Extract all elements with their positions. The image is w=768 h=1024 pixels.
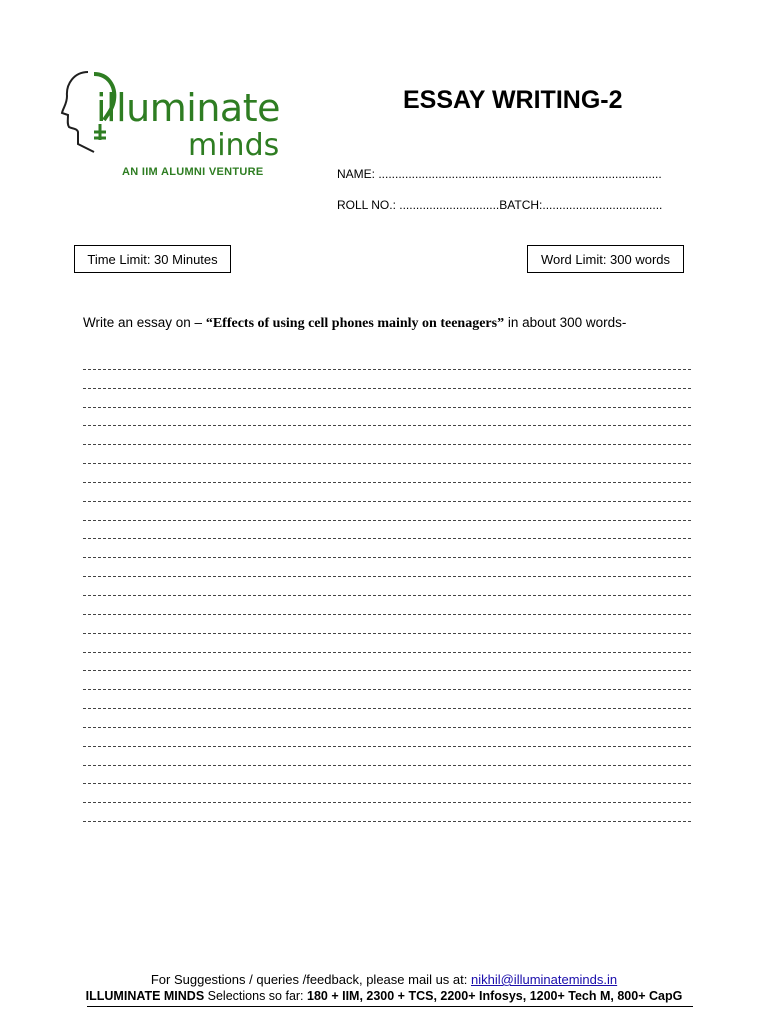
- time-limit-box: [74, 245, 231, 273]
- roll-batch-field[interactable]: ROLL NO.: ..............................BATCH:....................................: [337, 198, 663, 212]
- answer-line[interactable]: [83, 653, 691, 672]
- name-field[interactable]: NAME: .....................................................................................: [337, 167, 662, 181]
- prompt-outro: in about 300 words-: [504, 315, 627, 330]
- footer-selections-label: Selections so far:: [204, 989, 307, 1003]
- answer-line[interactable]: [83, 558, 691, 577]
- email-link[interactable]: nikhil@illuminateminds.in: [470, 972, 618, 987]
- time-limit-label: Time Limit: 30 Minutes: [87, 251, 218, 267]
- answer-line[interactable]: [83, 803, 691, 822]
- footer-selections-line: [0, 989, 768, 1003]
- illuminate-minds-logo: [60, 62, 306, 184]
- prompt-intro: Write an essay on –: [83, 315, 206, 330]
- answer-lines[interactable]: [83, 351, 691, 822]
- answer-line[interactable]: [83, 747, 691, 766]
- answer-line[interactable]: [83, 464, 691, 483]
- footer-selections-values: 180 + IIM, 2300 + TCS, 2200+ Infosys, 1200+ Tech M, 800+ CapG: [307, 989, 683, 1003]
- answer-line[interactable]: [83, 709, 691, 728]
- word-limit-label: Word Limit: 300 words: [540, 251, 671, 267]
- answer-line[interactable]: [83, 426, 691, 445]
- footer-feedback-text: For Suggestions / queries /feedback, please mail us at:: [150, 972, 471, 987]
- answer-line[interactable]: [83, 784, 691, 803]
- answer-line[interactable]: [83, 596, 691, 615]
- answer-line[interactable]: [83, 483, 691, 502]
- answer-line[interactable]: [83, 577, 691, 596]
- answer-line[interactable]: [83, 671, 691, 690]
- word-limit-box: [527, 245, 684, 273]
- footer-divider: [87, 1006, 693, 1007]
- answer-line[interactable]: [83, 502, 691, 521]
- answer-line[interactable]: [83, 634, 691, 653]
- answer-line[interactable]: [83, 690, 691, 709]
- answer-line[interactable]: [83, 445, 691, 464]
- footer-feedback-line: [0, 972, 768, 987]
- logo-tagline: AN IIM ALUMNI VENTURE: [122, 166, 264, 178]
- footer-brand: ILLUMINATE MINDS: [85, 989, 205, 1003]
- footer: [0, 972, 768, 1003]
- answer-line[interactable]: [83, 728, 691, 747]
- logo-word-minds: minds: [188, 128, 280, 163]
- answer-line[interactable]: [83, 351, 691, 370]
- answer-line[interactable]: [83, 539, 691, 558]
- answer-line[interactable]: [83, 766, 691, 785]
- answer-line[interactable]: [83, 370, 691, 389]
- answer-line[interactable]: [83, 521, 691, 540]
- answer-line[interactable]: [83, 389, 691, 408]
- answer-line[interactable]: [83, 408, 691, 427]
- logo-word-illuminate: illuminate: [96, 86, 280, 130]
- answer-line[interactable]: [83, 615, 691, 634]
- page-title: ESSAY WRITING-2: [403, 86, 623, 114]
- prompt-topic: “Effects of using cell phones mainly on teenagers”: [205, 316, 505, 331]
- essay-prompt: [83, 315, 626, 332]
